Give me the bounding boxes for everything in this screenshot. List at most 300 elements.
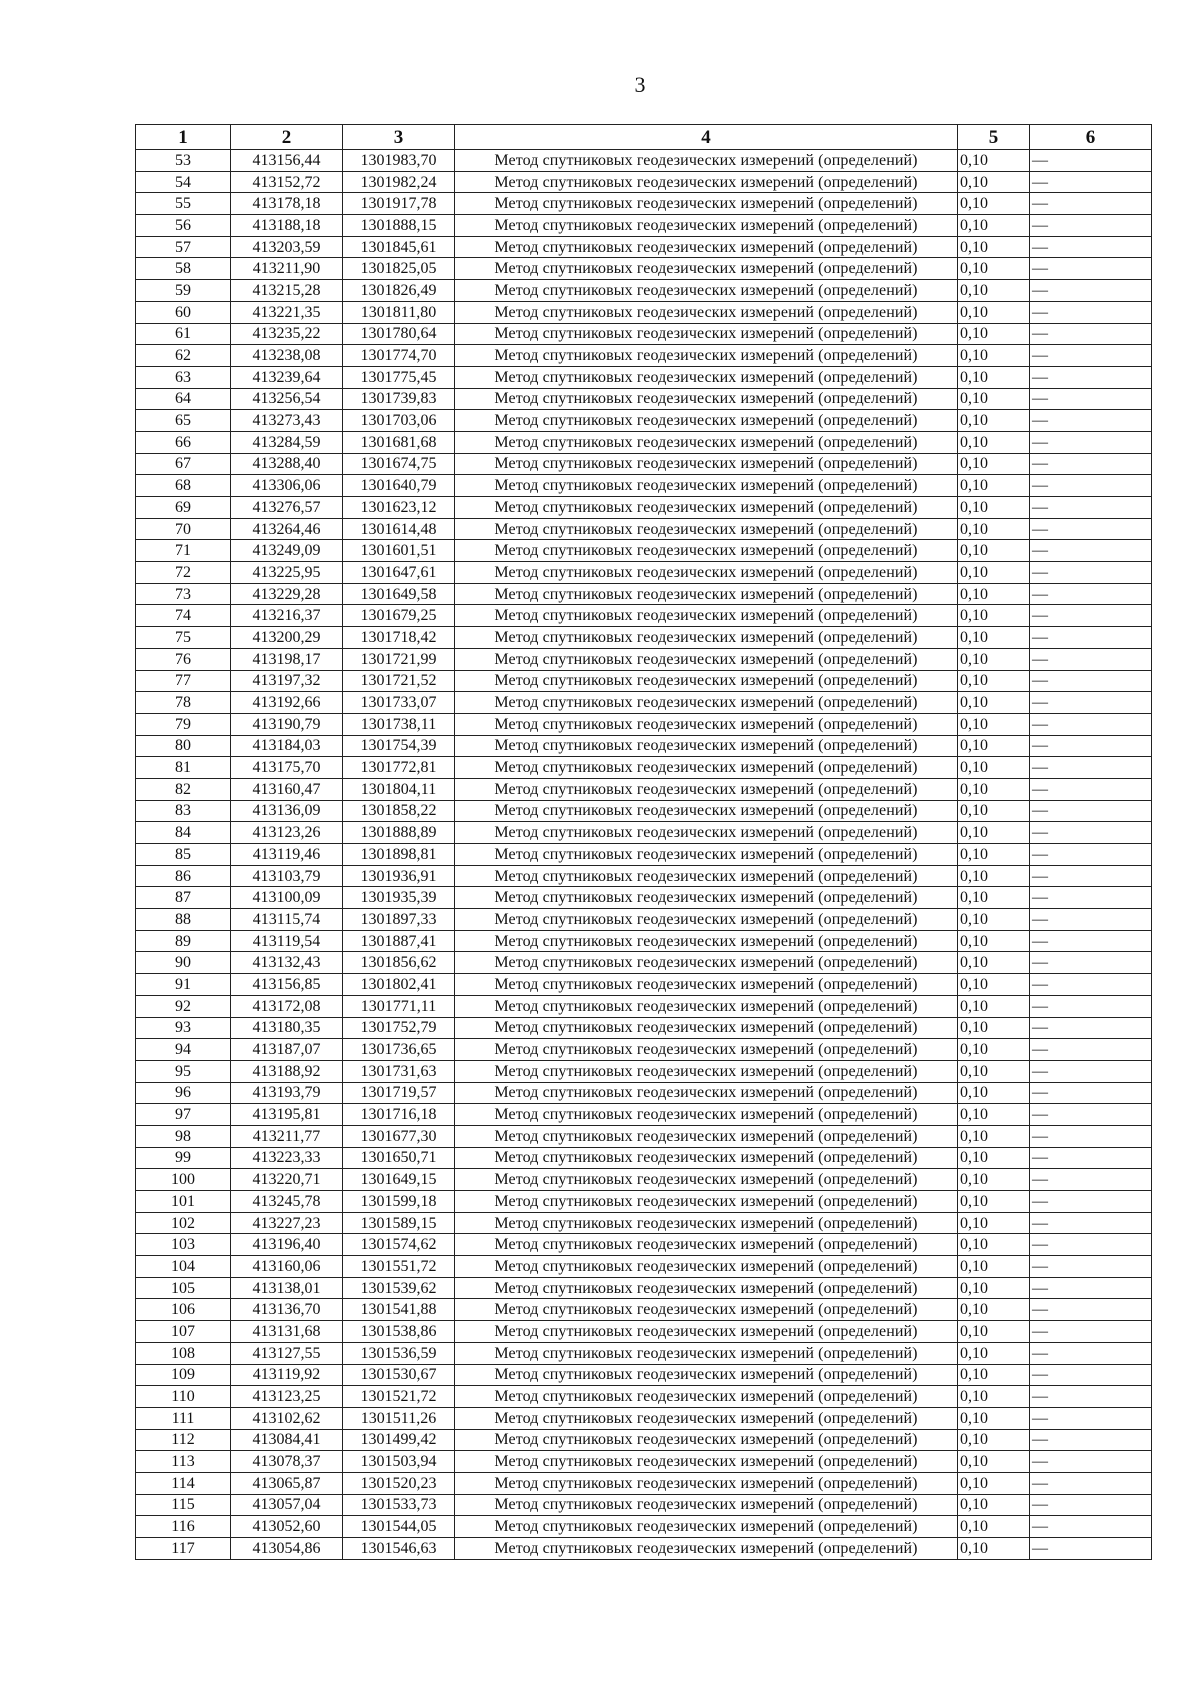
y-coordinate-cell: 1301539,62: [343, 1277, 455, 1299]
accuracy-cell: 0,10: [958, 1321, 1030, 1343]
accuracy-cell: 0,10: [958, 1407, 1030, 1429]
point-number-cell: 77: [136, 670, 231, 692]
accuracy-cell: 0,10: [958, 1277, 1030, 1299]
table-row: [136, 518, 1152, 540]
method-cell: Метод спутниковых геодезических измерений (определений): [455, 627, 958, 649]
method-cell: Метод спутниковых геодезических измерений (определений): [455, 974, 958, 996]
y-coordinate-cell: 1301649,58: [343, 583, 455, 605]
method-cell: Метод спутниковых геодезических измерений (определений): [455, 995, 958, 1017]
point-number-cell: 112: [136, 1429, 231, 1451]
method-cell: Метод спутниковых геодезических измерений (определений): [455, 648, 958, 670]
x-coordinate-cell: 413184,03: [231, 735, 343, 757]
point-number-cell: 63: [136, 366, 231, 388]
method-cell: Метод спутниковых геодезических измерений (определений): [455, 1451, 958, 1473]
table-row: [136, 800, 1152, 822]
x-coordinate-cell: 413188,18: [231, 215, 343, 237]
table-row: [136, 1212, 1152, 1234]
accuracy-cell: 0,10: [958, 388, 1030, 410]
table-row: [136, 453, 1152, 475]
note-cell: —: [1030, 800, 1152, 822]
x-coordinate-cell: 413188,92: [231, 1060, 343, 1082]
point-number-cell: 117: [136, 1538, 231, 1560]
accuracy-cell: 0,10: [958, 1494, 1030, 1516]
y-coordinate-cell: 1301733,07: [343, 692, 455, 714]
accuracy-cell: 0,10: [958, 800, 1030, 822]
x-coordinate-cell: 413078,37: [231, 1451, 343, 1473]
table-row: [136, 171, 1152, 193]
table-row: [136, 583, 1152, 605]
coordinates-table: [135, 124, 1152, 1560]
note-cell: —: [1030, 995, 1152, 1017]
y-coordinate-cell: 1301888,89: [343, 822, 455, 844]
x-coordinate-cell: 413211,90: [231, 258, 343, 280]
method-cell: Метод спутниковых геодезических измерений (определений): [455, 757, 958, 779]
x-coordinate-cell: 413227,23: [231, 1212, 343, 1234]
x-coordinate-cell: 413249,09: [231, 540, 343, 562]
y-coordinate-cell: 1301546,63: [343, 1538, 455, 1560]
x-coordinate-cell: 413084,41: [231, 1429, 343, 1451]
accuracy-cell: 0,10: [958, 757, 1030, 779]
table-row: [136, 562, 1152, 584]
method-cell: Метод спутниковых геодезических измерений (определений): [455, 323, 958, 345]
y-coordinate-cell: 1301533,73: [343, 1494, 455, 1516]
method-cell: Метод спутниковых геодезических измерений (определений): [455, 1386, 958, 1408]
note-cell: —: [1030, 952, 1152, 974]
note-cell: —: [1030, 1516, 1152, 1538]
note-cell: —: [1030, 258, 1152, 280]
table-row: [136, 1147, 1152, 1169]
method-cell: Метод спутниковых геодезических измерений (определений): [455, 1234, 958, 1256]
x-coordinate-cell: 413200,29: [231, 627, 343, 649]
method-cell: Метод спутниковых геодезических измерений (определений): [455, 1169, 958, 1191]
y-coordinate-cell: 1301718,42: [343, 627, 455, 649]
note-cell: —: [1030, 1472, 1152, 1494]
point-number-cell: 108: [136, 1342, 231, 1364]
y-coordinate-cell: 1301982,24: [343, 171, 455, 193]
x-coordinate-cell: 413180,35: [231, 1017, 343, 1039]
method-cell: Метод спутниковых геодезических измерений (определений): [455, 1364, 958, 1386]
accuracy-cell: 0,10: [958, 475, 1030, 497]
x-coordinate-cell: 413054,86: [231, 1538, 343, 1560]
accuracy-cell: 0,10: [958, 583, 1030, 605]
note-cell: —: [1030, 1039, 1152, 1061]
y-coordinate-cell: 1301802,41: [343, 974, 455, 996]
point-number-cell: 55: [136, 193, 231, 215]
method-cell: Метод спутниковых геодезических измерений (определений): [455, 670, 958, 692]
method-cell: Метод спутниковых геодезических измерений (определений): [455, 540, 958, 562]
table-row: [136, 1191, 1152, 1213]
note-cell: —: [1030, 1125, 1152, 1147]
y-coordinate-cell: 1301935,39: [343, 887, 455, 909]
x-coordinate-cell: 413100,09: [231, 887, 343, 909]
accuracy-cell: 0,10: [958, 909, 1030, 931]
x-coordinate-cell: 413238,08: [231, 345, 343, 367]
note-cell: —: [1030, 236, 1152, 258]
y-coordinate-cell: 1301983,70: [343, 150, 455, 172]
x-coordinate-cell: 413156,85: [231, 974, 343, 996]
note-cell: —: [1030, 1256, 1152, 1278]
y-coordinate-cell: 1301703,06: [343, 410, 455, 432]
point-number-cell: 107: [136, 1321, 231, 1343]
accuracy-cell: 0,10: [958, 366, 1030, 388]
table-row: [136, 1538, 1152, 1560]
method-cell: Метод спутниковых геодезических измерений (определений): [455, 1256, 958, 1278]
point-number-cell: 76: [136, 648, 231, 670]
point-number-cell: 67: [136, 453, 231, 475]
table-row: [136, 1516, 1152, 1538]
note-cell: —: [1030, 345, 1152, 367]
point-number-cell: 104: [136, 1256, 231, 1278]
x-coordinate-cell: 413235,22: [231, 323, 343, 345]
note-cell: —: [1030, 1386, 1152, 1408]
point-number-cell: 105: [136, 1277, 231, 1299]
note-cell: —: [1030, 475, 1152, 497]
y-coordinate-cell: 1301574,62: [343, 1234, 455, 1256]
method-cell: Метод спутниковых геодезических измерений (определений): [455, 952, 958, 974]
y-coordinate-cell: 1301738,11: [343, 713, 455, 735]
note-cell: —: [1030, 887, 1152, 909]
note-cell: —: [1030, 583, 1152, 605]
note-cell: —: [1030, 1494, 1152, 1516]
point-number-cell: 86: [136, 865, 231, 887]
method-cell: Метод спутниковых геодезических измерений (определений): [455, 1494, 958, 1516]
accuracy-cell: 0,10: [958, 280, 1030, 302]
x-coordinate-cell: 413190,79: [231, 713, 343, 735]
point-number-cell: 111: [136, 1407, 231, 1429]
y-coordinate-cell: 1301541,88: [343, 1299, 455, 1321]
table-row: [136, 1407, 1152, 1429]
note-cell: —: [1030, 909, 1152, 931]
note-cell: —: [1030, 497, 1152, 519]
method-cell: Метод спутниковых геодезических измерений (определений): [455, 583, 958, 605]
table-row: [136, 193, 1152, 215]
table-row: [136, 778, 1152, 800]
point-number-cell: 65: [136, 410, 231, 432]
x-coordinate-cell: 413119,46: [231, 844, 343, 866]
accuracy-cell: 0,10: [958, 1212, 1030, 1234]
method-cell: Метод спутниковых геодезических измерений (определений): [455, 713, 958, 735]
note-cell: —: [1030, 1147, 1152, 1169]
accuracy-cell: 0,10: [958, 1082, 1030, 1104]
method-cell: Метод спутниковых геодезических измерений (определений): [455, 909, 958, 931]
accuracy-cell: 0,10: [958, 713, 1030, 735]
method-cell: Метод спутниковых геодезических измерений (определений): [455, 865, 958, 887]
note-cell: —: [1030, 366, 1152, 388]
point-number-cell: 79: [136, 713, 231, 735]
header-col-5: 5: [958, 125, 1030, 150]
x-coordinate-cell: 413239,64: [231, 366, 343, 388]
accuracy-cell: 0,10: [958, 1234, 1030, 1256]
table-row: [136, 410, 1152, 432]
x-coordinate-cell: 413198,17: [231, 648, 343, 670]
x-coordinate-cell: 413221,35: [231, 301, 343, 323]
point-number-cell: 109: [136, 1364, 231, 1386]
method-cell: Метод спутниковых геодезических измерений (определений): [455, 605, 958, 627]
method-cell: Метод спутниковых геодезических измерений (определений): [455, 1407, 958, 1429]
note-cell: —: [1030, 1277, 1152, 1299]
x-coordinate-cell: 413052,60: [231, 1516, 343, 1538]
y-coordinate-cell: 1301804,11: [343, 778, 455, 800]
y-coordinate-cell: 1301599,18: [343, 1191, 455, 1213]
y-coordinate-cell: 1301499,42: [343, 1429, 455, 1451]
note-cell: —: [1030, 865, 1152, 887]
x-coordinate-cell: 413057,04: [231, 1494, 343, 1516]
x-coordinate-cell: 413193,79: [231, 1082, 343, 1104]
table-row: [136, 822, 1152, 844]
x-coordinate-cell: 413203,59: [231, 236, 343, 258]
x-coordinate-cell: 413215,28: [231, 280, 343, 302]
x-coordinate-cell: 413196,40: [231, 1234, 343, 1256]
method-cell: Метод спутниковых геодезических измерений (определений): [455, 301, 958, 323]
table-row: [136, 215, 1152, 237]
x-coordinate-cell: 413175,70: [231, 757, 343, 779]
accuracy-cell: 0,10: [958, 1060, 1030, 1082]
point-number-cell: 53: [136, 150, 231, 172]
table-row: [136, 540, 1152, 562]
y-coordinate-cell: 1301521,72: [343, 1386, 455, 1408]
note-cell: —: [1030, 1407, 1152, 1429]
point-number-cell: 89: [136, 930, 231, 952]
point-number-cell: 62: [136, 345, 231, 367]
table-row: [136, 909, 1152, 931]
point-number-cell: 98: [136, 1125, 231, 1147]
accuracy-cell: 0,10: [958, 1125, 1030, 1147]
y-coordinate-cell: 1301936,91: [343, 865, 455, 887]
table-row: [136, 1277, 1152, 1299]
note-cell: —: [1030, 1321, 1152, 1343]
table-row: [136, 345, 1152, 367]
table-row: [136, 1342, 1152, 1364]
point-number-cell: 101: [136, 1191, 231, 1213]
y-coordinate-cell: 1301887,41: [343, 930, 455, 952]
accuracy-cell: 0,10: [958, 171, 1030, 193]
y-coordinate-cell: 1301589,15: [343, 1212, 455, 1234]
x-coordinate-cell: 413245,78: [231, 1191, 343, 1213]
y-coordinate-cell: 1301677,30: [343, 1125, 455, 1147]
x-coordinate-cell: 413211,77: [231, 1125, 343, 1147]
point-number-cell: 96: [136, 1082, 231, 1104]
x-coordinate-cell: 413138,01: [231, 1277, 343, 1299]
accuracy-cell: 0,10: [958, 778, 1030, 800]
point-number-cell: 74: [136, 605, 231, 627]
table-row: [136, 865, 1152, 887]
method-cell: Метод спутниковых геодезических измерений (определений): [455, 562, 958, 584]
point-number-cell: 90: [136, 952, 231, 974]
x-coordinate-cell: 413123,25: [231, 1386, 343, 1408]
table-row: [136, 301, 1152, 323]
x-coordinate-cell: 413195,81: [231, 1104, 343, 1126]
x-coordinate-cell: 413178,18: [231, 193, 343, 215]
note-cell: —: [1030, 1299, 1152, 1321]
x-coordinate-cell: 413119,92: [231, 1364, 343, 1386]
accuracy-cell: 0,10: [958, 301, 1030, 323]
point-number-cell: 116: [136, 1516, 231, 1538]
accuracy-cell: 0,10: [958, 410, 1030, 432]
method-cell: Метод спутниковых геодезических измерений (определений): [455, 236, 958, 258]
accuracy-cell: 0,10: [958, 1256, 1030, 1278]
table-row: [136, 930, 1152, 952]
accuracy-cell: 0,10: [958, 627, 1030, 649]
x-coordinate-cell: 413229,28: [231, 583, 343, 605]
accuracy-cell: 0,10: [958, 1191, 1030, 1213]
method-cell: Метод спутниковых геодезических измерений (определений): [455, 258, 958, 280]
point-number-cell: 97: [136, 1104, 231, 1126]
method-cell: Метод спутниковых геодезических измерений (определений): [455, 1299, 958, 1321]
table-row: [136, 648, 1152, 670]
note-cell: —: [1030, 735, 1152, 757]
method-cell: Метод спутниковых геодезических измерений (определений): [455, 171, 958, 193]
method-cell: Метод спутниковых геодезических измерений (определений): [455, 844, 958, 866]
point-number-cell: 78: [136, 692, 231, 714]
point-number-cell: 114: [136, 1472, 231, 1494]
table-row: [136, 1364, 1152, 1386]
table-row: [136, 323, 1152, 345]
table-row: [136, 735, 1152, 757]
note-cell: —: [1030, 431, 1152, 453]
note-cell: —: [1030, 1169, 1152, 1191]
note-cell: —: [1030, 778, 1152, 800]
note-cell: —: [1030, 605, 1152, 627]
accuracy-cell: 0,10: [958, 193, 1030, 215]
y-coordinate-cell: 1301650,71: [343, 1147, 455, 1169]
note-cell: —: [1030, 150, 1152, 172]
accuracy-cell: 0,10: [958, 952, 1030, 974]
y-coordinate-cell: 1301719,57: [343, 1082, 455, 1104]
note-cell: —: [1030, 193, 1152, 215]
y-coordinate-cell: 1301640,79: [343, 475, 455, 497]
table-row: [136, 1451, 1152, 1473]
note-cell: —: [1030, 930, 1152, 952]
note-cell: —: [1030, 215, 1152, 237]
x-coordinate-cell: 413119,54: [231, 930, 343, 952]
accuracy-cell: 0,10: [958, 692, 1030, 714]
point-number-cell: 75: [136, 627, 231, 649]
y-coordinate-cell: 1301721,99: [343, 648, 455, 670]
accuracy-cell: 0,10: [958, 540, 1030, 562]
method-cell: Метод спутниковых геодезических измерений (определений): [455, 280, 958, 302]
note-cell: —: [1030, 171, 1152, 193]
method-cell: Метод спутниковых геодезических измерений (определений): [455, 735, 958, 757]
method-cell: Метод спутниковых геодезических измерений (определений): [455, 497, 958, 519]
accuracy-cell: 0,10: [958, 497, 1030, 519]
point-number-cell: 113: [136, 1451, 231, 1473]
y-coordinate-cell: 1301503,94: [343, 1451, 455, 1473]
point-number-cell: 80: [136, 735, 231, 757]
method-cell: Метод спутниковых геодезических измерений (определений): [455, 518, 958, 540]
point-number-cell: 66: [136, 431, 231, 453]
method-cell: Метод спутниковых геодезических измерений (определений): [455, 1060, 958, 1082]
method-cell: Метод спутниковых геодезических измерений (определений): [455, 822, 958, 844]
accuracy-cell: 0,10: [958, 453, 1030, 475]
accuracy-cell: 0,10: [958, 345, 1030, 367]
method-cell: Метод спутниковых геодезических измерений (определений): [455, 431, 958, 453]
x-coordinate-cell: 413197,32: [231, 670, 343, 692]
y-coordinate-cell: 1301520,23: [343, 1472, 455, 1494]
method-cell: Метод спутниковых геодезических измерений (определений): [455, 193, 958, 215]
point-number-cell: 57: [136, 236, 231, 258]
y-coordinate-cell: 1301601,51: [343, 540, 455, 562]
x-coordinate-cell: 413264,46: [231, 518, 343, 540]
table-row: [136, 887, 1152, 909]
y-coordinate-cell: 1301771,11: [343, 995, 455, 1017]
x-coordinate-cell: 413103,79: [231, 865, 343, 887]
y-coordinate-cell: 1301772,81: [343, 757, 455, 779]
accuracy-cell: 0,10: [958, 1386, 1030, 1408]
y-coordinate-cell: 1301614,48: [343, 518, 455, 540]
header-col-2: 2: [231, 125, 343, 150]
header-col-3: 3: [343, 125, 455, 150]
table-row: [136, 1017, 1152, 1039]
note-cell: —: [1030, 648, 1152, 670]
method-cell: Метод спутниковых геодезических измерений (определений): [455, 1429, 958, 1451]
x-coordinate-cell: 413225,95: [231, 562, 343, 584]
accuracy-cell: 0,10: [958, 1017, 1030, 1039]
method-cell: Метод спутниковых геодезических измерений (определений): [455, 215, 958, 237]
note-cell: —: [1030, 1191, 1152, 1213]
accuracy-cell: 0,10: [958, 1364, 1030, 1386]
accuracy-cell: 0,10: [958, 887, 1030, 909]
method-cell: Метод спутниковых геодезических измерений (определений): [455, 388, 958, 410]
method-cell: Метод спутниковых геодезических измерений (определений): [455, 345, 958, 367]
x-coordinate-cell: 413160,47: [231, 778, 343, 800]
method-cell: Метод спутниковых геодезических измерений (определений): [455, 1342, 958, 1364]
y-coordinate-cell: 1301780,64: [343, 323, 455, 345]
table-row: [136, 475, 1152, 497]
x-coordinate-cell: 413131,68: [231, 1321, 343, 1343]
note-cell: —: [1030, 692, 1152, 714]
table-row: [136, 670, 1152, 692]
y-coordinate-cell: 1301731,63: [343, 1060, 455, 1082]
method-cell: Метод спутниковых геодезических измерений (определений): [455, 1039, 958, 1061]
table-row: [136, 1125, 1152, 1147]
x-coordinate-cell: 413123,26: [231, 822, 343, 844]
note-cell: —: [1030, 1234, 1152, 1256]
method-cell: Метод спутниковых геодезических измерений (определений): [455, 800, 958, 822]
accuracy-cell: 0,10: [958, 865, 1030, 887]
point-number-cell: 99: [136, 1147, 231, 1169]
note-cell: —: [1030, 1451, 1152, 1473]
method-cell: Метод спутниковых геодезических измерений (определений): [455, 453, 958, 475]
accuracy-cell: 0,10: [958, 431, 1030, 453]
point-number-cell: 61: [136, 323, 231, 345]
accuracy-cell: 0,10: [958, 518, 1030, 540]
table-row: [136, 1321, 1152, 1343]
table-row: [136, 692, 1152, 714]
accuracy-cell: 0,10: [958, 562, 1030, 584]
note-cell: —: [1030, 844, 1152, 866]
y-coordinate-cell: 1301774,70: [343, 345, 455, 367]
point-number-cell: 56: [136, 215, 231, 237]
table-row: [136, 1082, 1152, 1104]
note-cell: —: [1030, 1104, 1152, 1126]
method-cell: Метод спутниковых геодезических измерений (определений): [455, 778, 958, 800]
accuracy-cell: 0,10: [958, 1299, 1030, 1321]
y-coordinate-cell: 1301856,62: [343, 952, 455, 974]
point-number-cell: 59: [136, 280, 231, 302]
point-number-cell: 106: [136, 1299, 231, 1321]
y-coordinate-cell: 1301716,18: [343, 1104, 455, 1126]
y-coordinate-cell: 1301739,83: [343, 388, 455, 410]
method-cell: Метод спутниковых геодезических измерений (определений): [455, 887, 958, 909]
note-cell: —: [1030, 1342, 1152, 1364]
point-number-cell: 64: [136, 388, 231, 410]
method-cell: Метод спутниковых геодезических измерений (определений): [455, 1516, 958, 1538]
y-coordinate-cell: 1301681,68: [343, 431, 455, 453]
table-row: [136, 1386, 1152, 1408]
point-number-cell: 58: [136, 258, 231, 280]
accuracy-cell: 0,10: [958, 1147, 1030, 1169]
method-cell: Метод спутниковых геодезических измерений (определений): [455, 1212, 958, 1234]
